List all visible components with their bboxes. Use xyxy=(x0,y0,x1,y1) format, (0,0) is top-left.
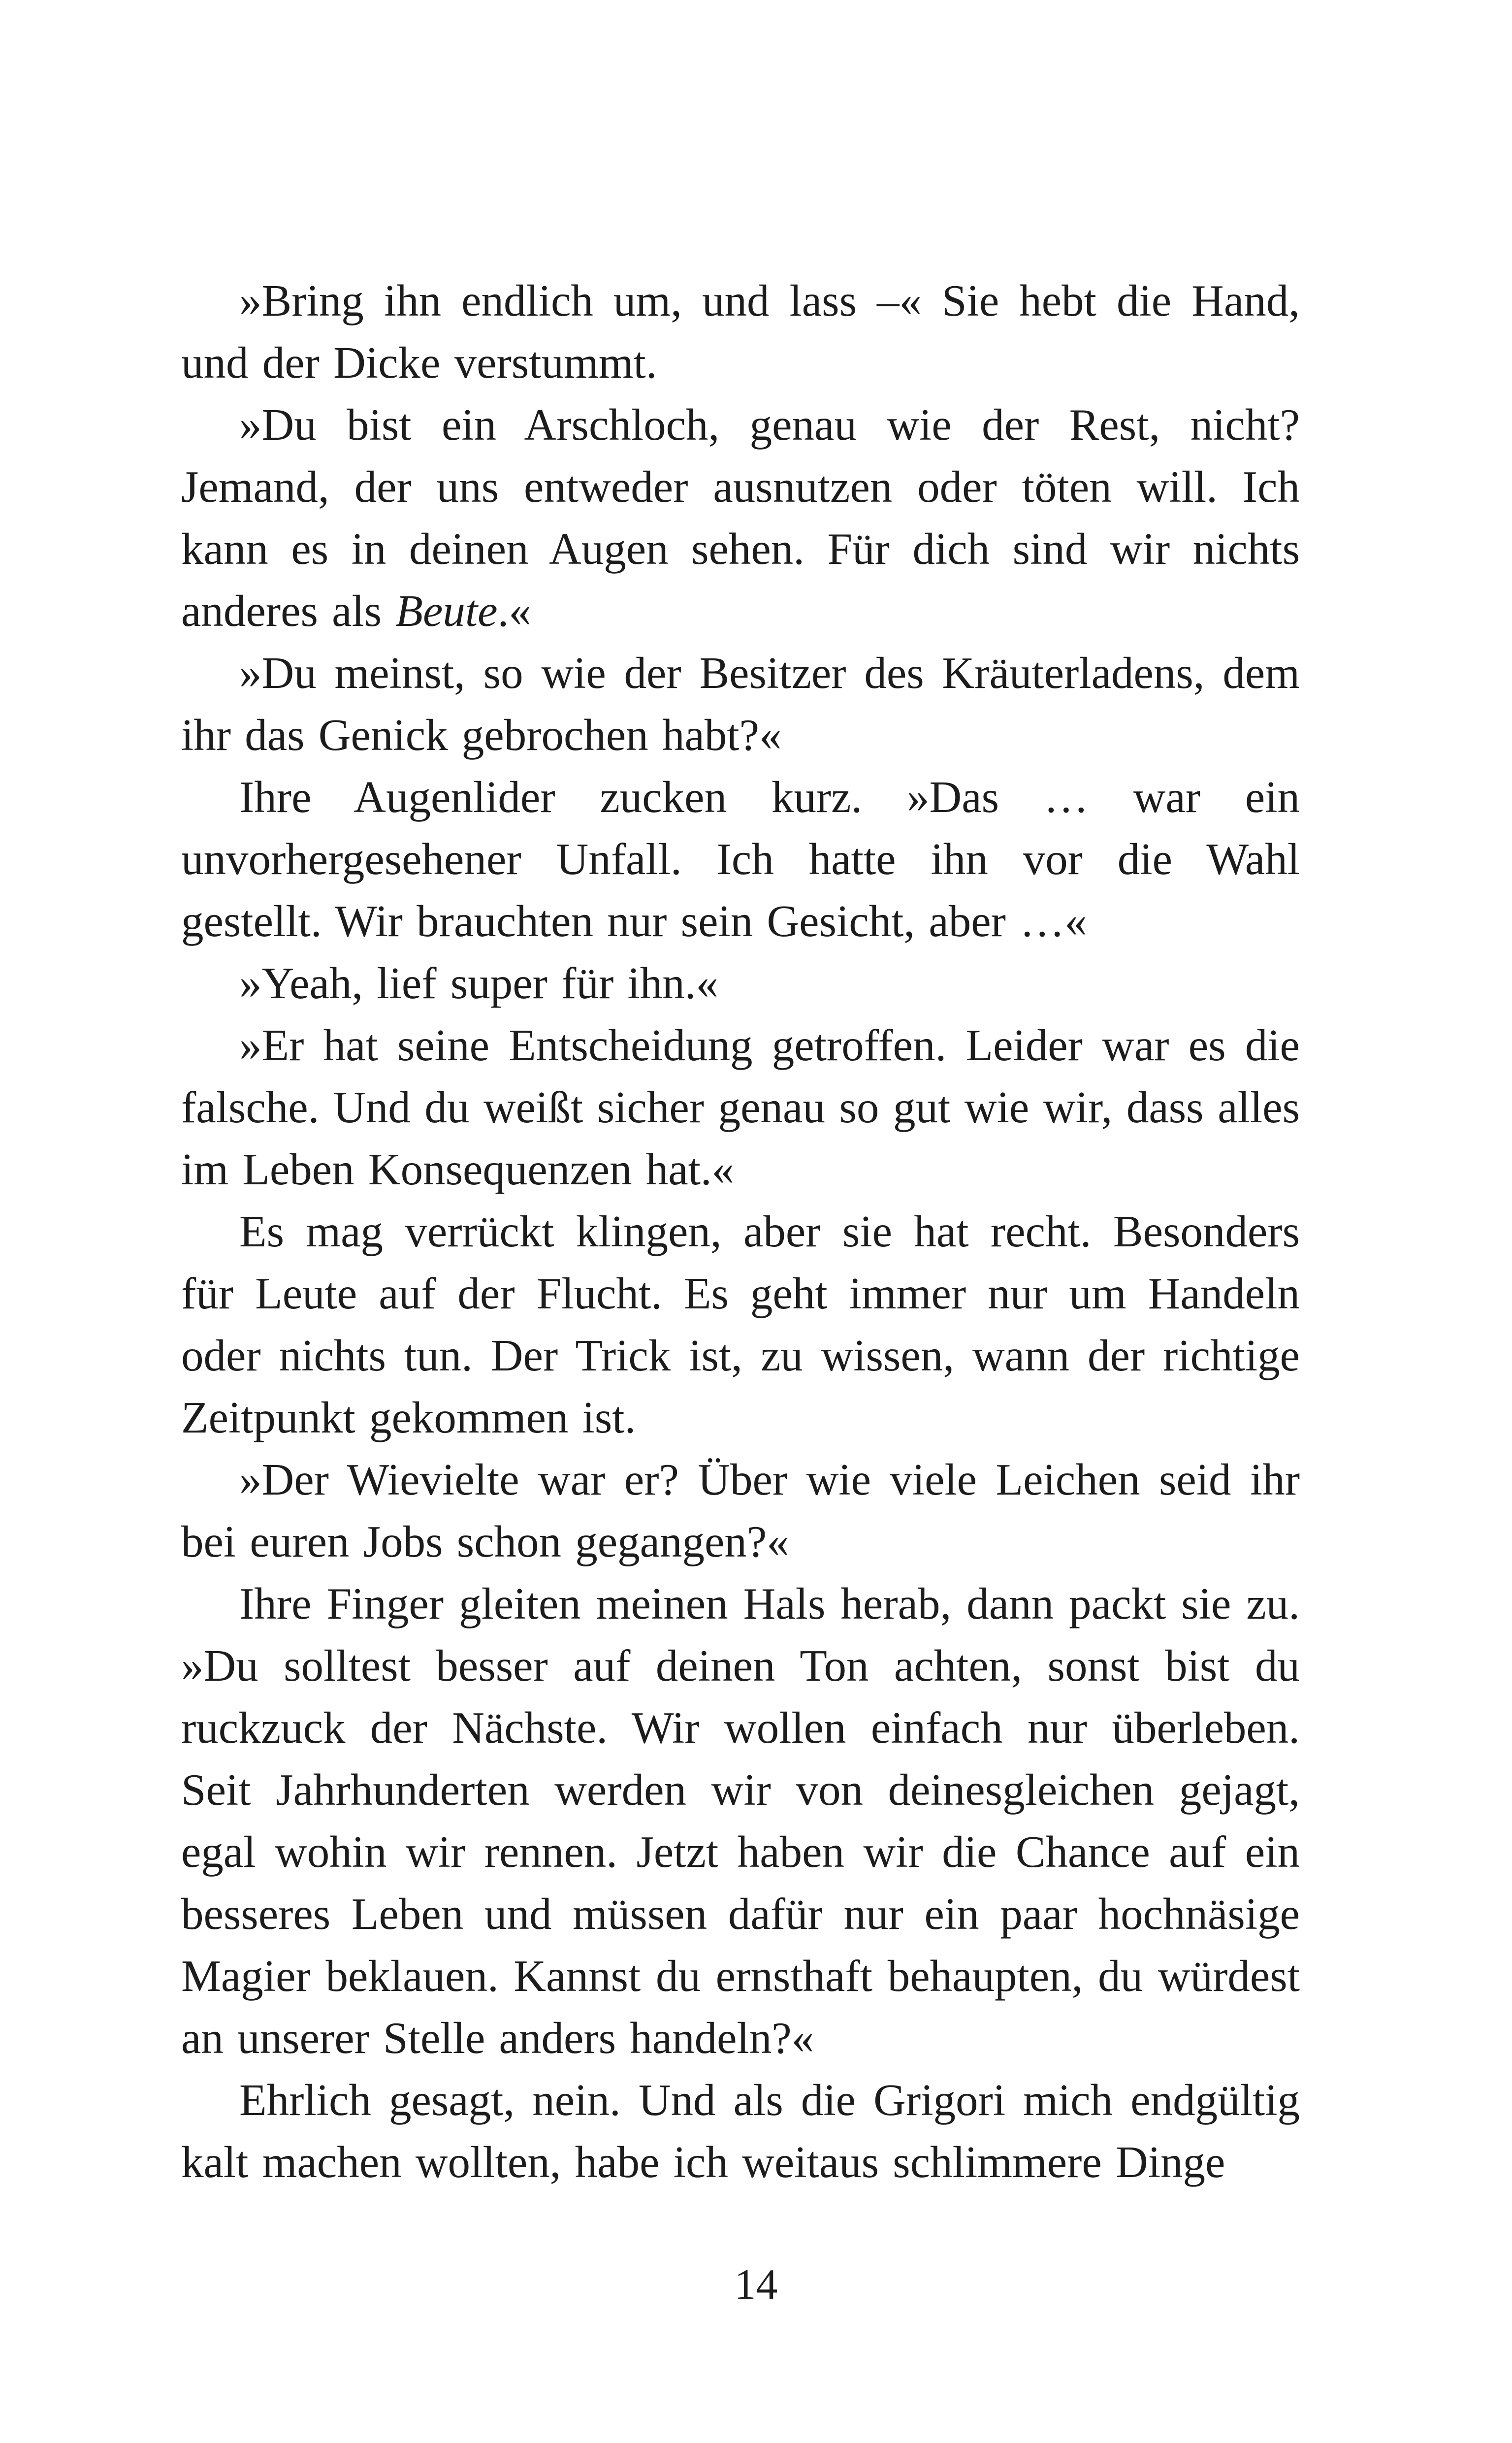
paragraph xyxy=(181,766,1300,952)
paragraph xyxy=(181,270,1300,394)
text-run: »Du bist ein Arschloch, genau wie der Rest, nicht? Jemand, der uns entweder ausnutzen oder töten will. Ich kann es in deinen Augen sehen. Für dich sind wir nichts anderes als xyxy=(181,400,1300,636)
text-run: »Du meinst, so wie der Besitzer des Kräuterladens, dem ihr das Genick gebrochen habt?« xyxy=(181,648,1300,760)
body-text xyxy=(181,270,1300,2193)
text-run: Ihre Finger gleiten meinen Hals herab, dann packt sie zu. »Du solltest besser auf deinen Ton achten, sonst bist du ruckzuck der Nächste. Wir wollen einfach nur überleben. Seit Jahrhunderten werden wir von deinesgleichen gejagt, egal wohin wir rennen. Jetzt haben wir die Chance auf ein besseres Leben und müssen dafür nur ein paar hochnäsige Magier beklauen. Kannst du ernsthaft behaupten, du würdest an unserer Stelle anders handeln?« xyxy=(181,1579,1300,2063)
page-number: 14 xyxy=(734,2261,778,2309)
paragraph xyxy=(181,2069,1300,2193)
text-run: Ehrlich gesagt, nein. Und als die Grigori mich endgültig kalt machen wollten, habe ich weitaus schlimmere Dinge xyxy=(181,2075,1300,2187)
text-run: »Bring ihn endlich um, und lass –« Sie hebt die Hand, und der Dicke verstummt. xyxy=(181,276,1300,388)
text-run: Ihre Augenlider zucken kurz. »Das … war ein unvorhergesehener Unfall. Ich hatte ihn vor die Wahl gestellt. Wir brauchten nur sein Gesicht, aber …« xyxy=(181,772,1300,946)
text-run: Es mag verrückt klingen, aber sie hat recht. Besonders für Leute auf der Flucht. Es geht immer nur um Handeln oder nichts tun. Der Trick ist, zu wissen, wann der richtige Zeitpunkt gekommen ist. xyxy=(181,1206,1300,1442)
paragraph xyxy=(181,1014,1300,1201)
paragraph xyxy=(181,1449,1300,1573)
text-run: .« xyxy=(497,586,531,636)
paragraph xyxy=(181,1201,1300,1449)
paragraph xyxy=(181,952,1300,1014)
paragraph xyxy=(181,394,1300,642)
paragraph xyxy=(181,642,1300,766)
text-run: »Er hat seine Entscheidung getroffen. Leider war es die falsche. Und du weißt sicher genau so gut wie wir, dass alles im Leben Konsequenzen hat.« xyxy=(181,1020,1300,1194)
paragraph xyxy=(181,1573,1300,2069)
italic-text-run: Beute xyxy=(395,586,498,636)
text-run: »Der Wievielte war er? Über wie viele Leichen seid ihr bei euren Jobs schon gegangen?« xyxy=(181,1455,1300,1566)
text-run: »Yeah, lief super für ihn.« xyxy=(239,958,718,1008)
